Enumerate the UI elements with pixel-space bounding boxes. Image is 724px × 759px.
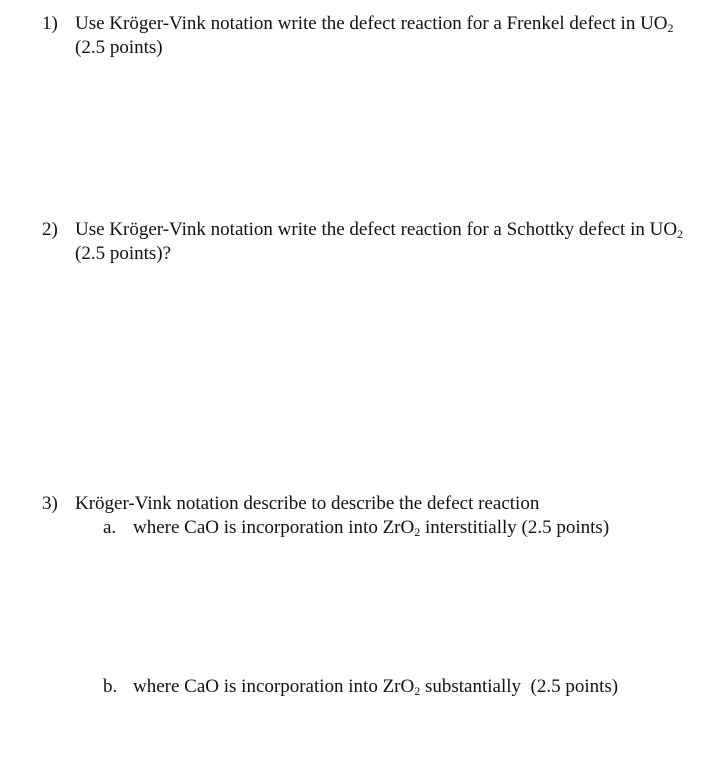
question-3a-text-after: interstitially (2.5 points) — [420, 517, 610, 538]
question-2-subscript: 2 — [677, 227, 684, 241]
question-2-number: 2) — [42, 219, 58, 240]
question-3b-text: where CaO is incorporation into ZrO — [133, 676, 415, 697]
question-2-points: (2.5 points)? — [75, 243, 172, 264]
question-1-number: 1) — [42, 13, 58, 34]
question-1 — [42, 12, 674, 36]
question-1-subscript: 2 — [667, 21, 674, 35]
question-3-number: 3) — [42, 493, 58, 514]
question-2-text: Use Kröger-Vink notation write the defect reaction for a Schottky defect in UO — [75, 219, 678, 240]
question-2 — [42, 218, 683, 242]
question-3b-text-after: substantially (2.5 points) — [420, 676, 619, 697]
question-1-text: Use Kröger-Vink notation write the defect reaction for a Frenkel defect in UO — [75, 13, 668, 34]
question-3b — [103, 675, 618, 699]
question-3 — [42, 492, 539, 516]
question-3b-subscript: 2 — [414, 684, 421, 698]
question-3a-subscript: 2 — [414, 525, 421, 539]
question-3a-text: where CaO is incorporation into ZrO — [133, 517, 415, 538]
question-3-text: Kröger-Vink notation describe to describe the defect reaction — [75, 493, 540, 514]
question-3a-marker: a. — [103, 517, 117, 538]
question-3a — [103, 516, 609, 540]
question-1-points: (2.5 points) — [75, 37, 163, 58]
question-3b-marker: b. — [103, 676, 118, 697]
